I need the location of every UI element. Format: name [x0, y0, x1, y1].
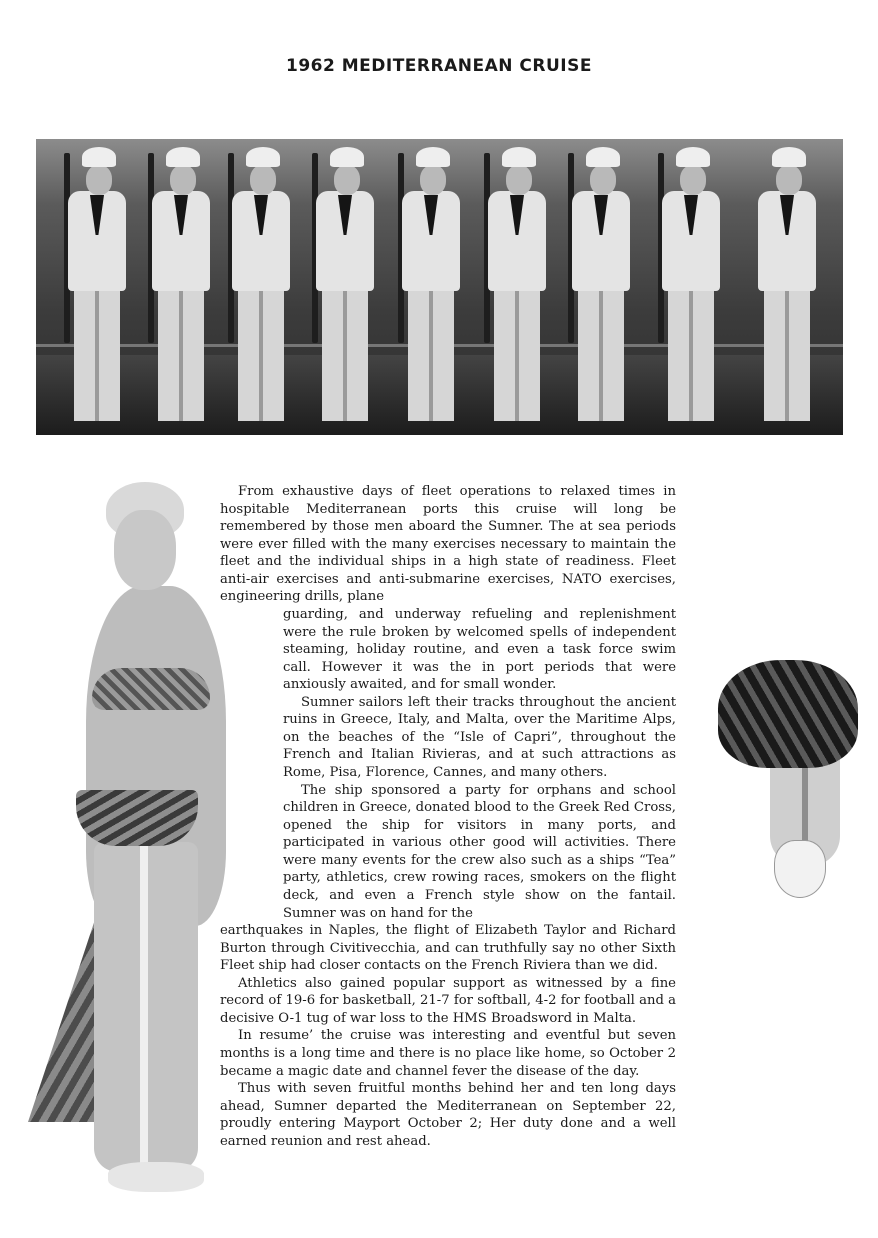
article-paragraph: Sumner sailors left their tracks throughout the ancient ruins in Greece, Italy, and Malta, over the Maritime Alps, on the beaches of the “Isle of Capri”, throughout the French and Italian Rivieras, and at such attractions as Rome, Pisa, Florence, Cannes, and many others. [283, 694, 676, 780]
sailor-figure [652, 147, 728, 435]
article-paragraph: From exhaustive days of fleet operations to relaxed times in hospitable Mediterranean ports this cruise will long be remembered by those men aboard the Sumner. The at sea periods were ever filled with the many exercises necessary to maintain the fleet and the individual ships in a high state of readiness. Fleet anti-air exercises and anti-submarine exercises, NATO exercises, engineering drills, plane [220, 484, 676, 605]
article-paragraph: Athletics also gained popular support as witnessed by a fine record of 19-6 for basketball, 21-7 for softball, 4-2 for football and a decisive O-1 tug of war loss to the HMS Broadsword in Malta. [220, 975, 676, 1026]
bikini-top [92, 668, 210, 710]
sailor-figure [58, 147, 134, 435]
sailor-figure [392, 147, 468, 435]
sailor-figure [562, 147, 638, 435]
article-body [220, 483, 676, 1150]
article-paragraph: earthquakes in Naples, the flight of Elizabeth Taylor and Richard Burton through Civitivecchia, and can truthfully say no other Sixth Fleet ship had closer contacts on the French Riviera than we did. [220, 923, 676, 974]
woman-in-bikini-photo [28, 482, 238, 1212]
sailor-figure [748, 147, 838, 435]
diver-foot [774, 840, 826, 898]
sailor-figure [222, 147, 298, 435]
article-paragraph: In resume’ the cruise was interesting and eventful but seven months is a long time and there is no place like home, so October 2 became a magic date and channel fever the disease of the day. [220, 1028, 676, 1079]
woman-face [114, 510, 176, 590]
woman-legs [94, 842, 198, 1172]
woman-feet [108, 1162, 204, 1192]
bikini-bottom [76, 790, 198, 846]
sailor-figure [142, 147, 218, 435]
sailor-figure [306, 147, 382, 435]
sailor-figure [478, 147, 554, 435]
article-inset-block [283, 606, 676, 922]
page-title: 1962 MEDITERRANEAN CRUISE [286, 56, 592, 76]
diver-photo [718, 660, 858, 898]
article-paragraph: The ship sponsored a party for orphans and school children in Greece, donated blood to the Greek Red Cross, opened the ship for visitors in many ports, and participated in various other good will activities. There were many events for the crew also such as a ships “Tea” party, athletics, crew rowing races, smokers on the flight deck, and even a French style show on the fantail. Sumner was on hand for the [283, 782, 676, 921]
article-paragraph: Thus with seven fruitful months behind her and ten long days ahead, Sumner departed the Mediterranean on September 22, proudly entering Mayport October 2; Her duty done and a well earned reunion and rest ahead. [220, 1081, 676, 1149]
diver-swim-trunks [718, 660, 858, 768]
honor-guard-photo [36, 139, 843, 435]
article-paragraph: guarding, and underway refueling and replenishment were the rule broken by welcomed spells of independent steaming, holiday routine, and even a task force swim call. However it was the in port periods that were anxiously awaited, and for small wonder. [283, 606, 676, 693]
